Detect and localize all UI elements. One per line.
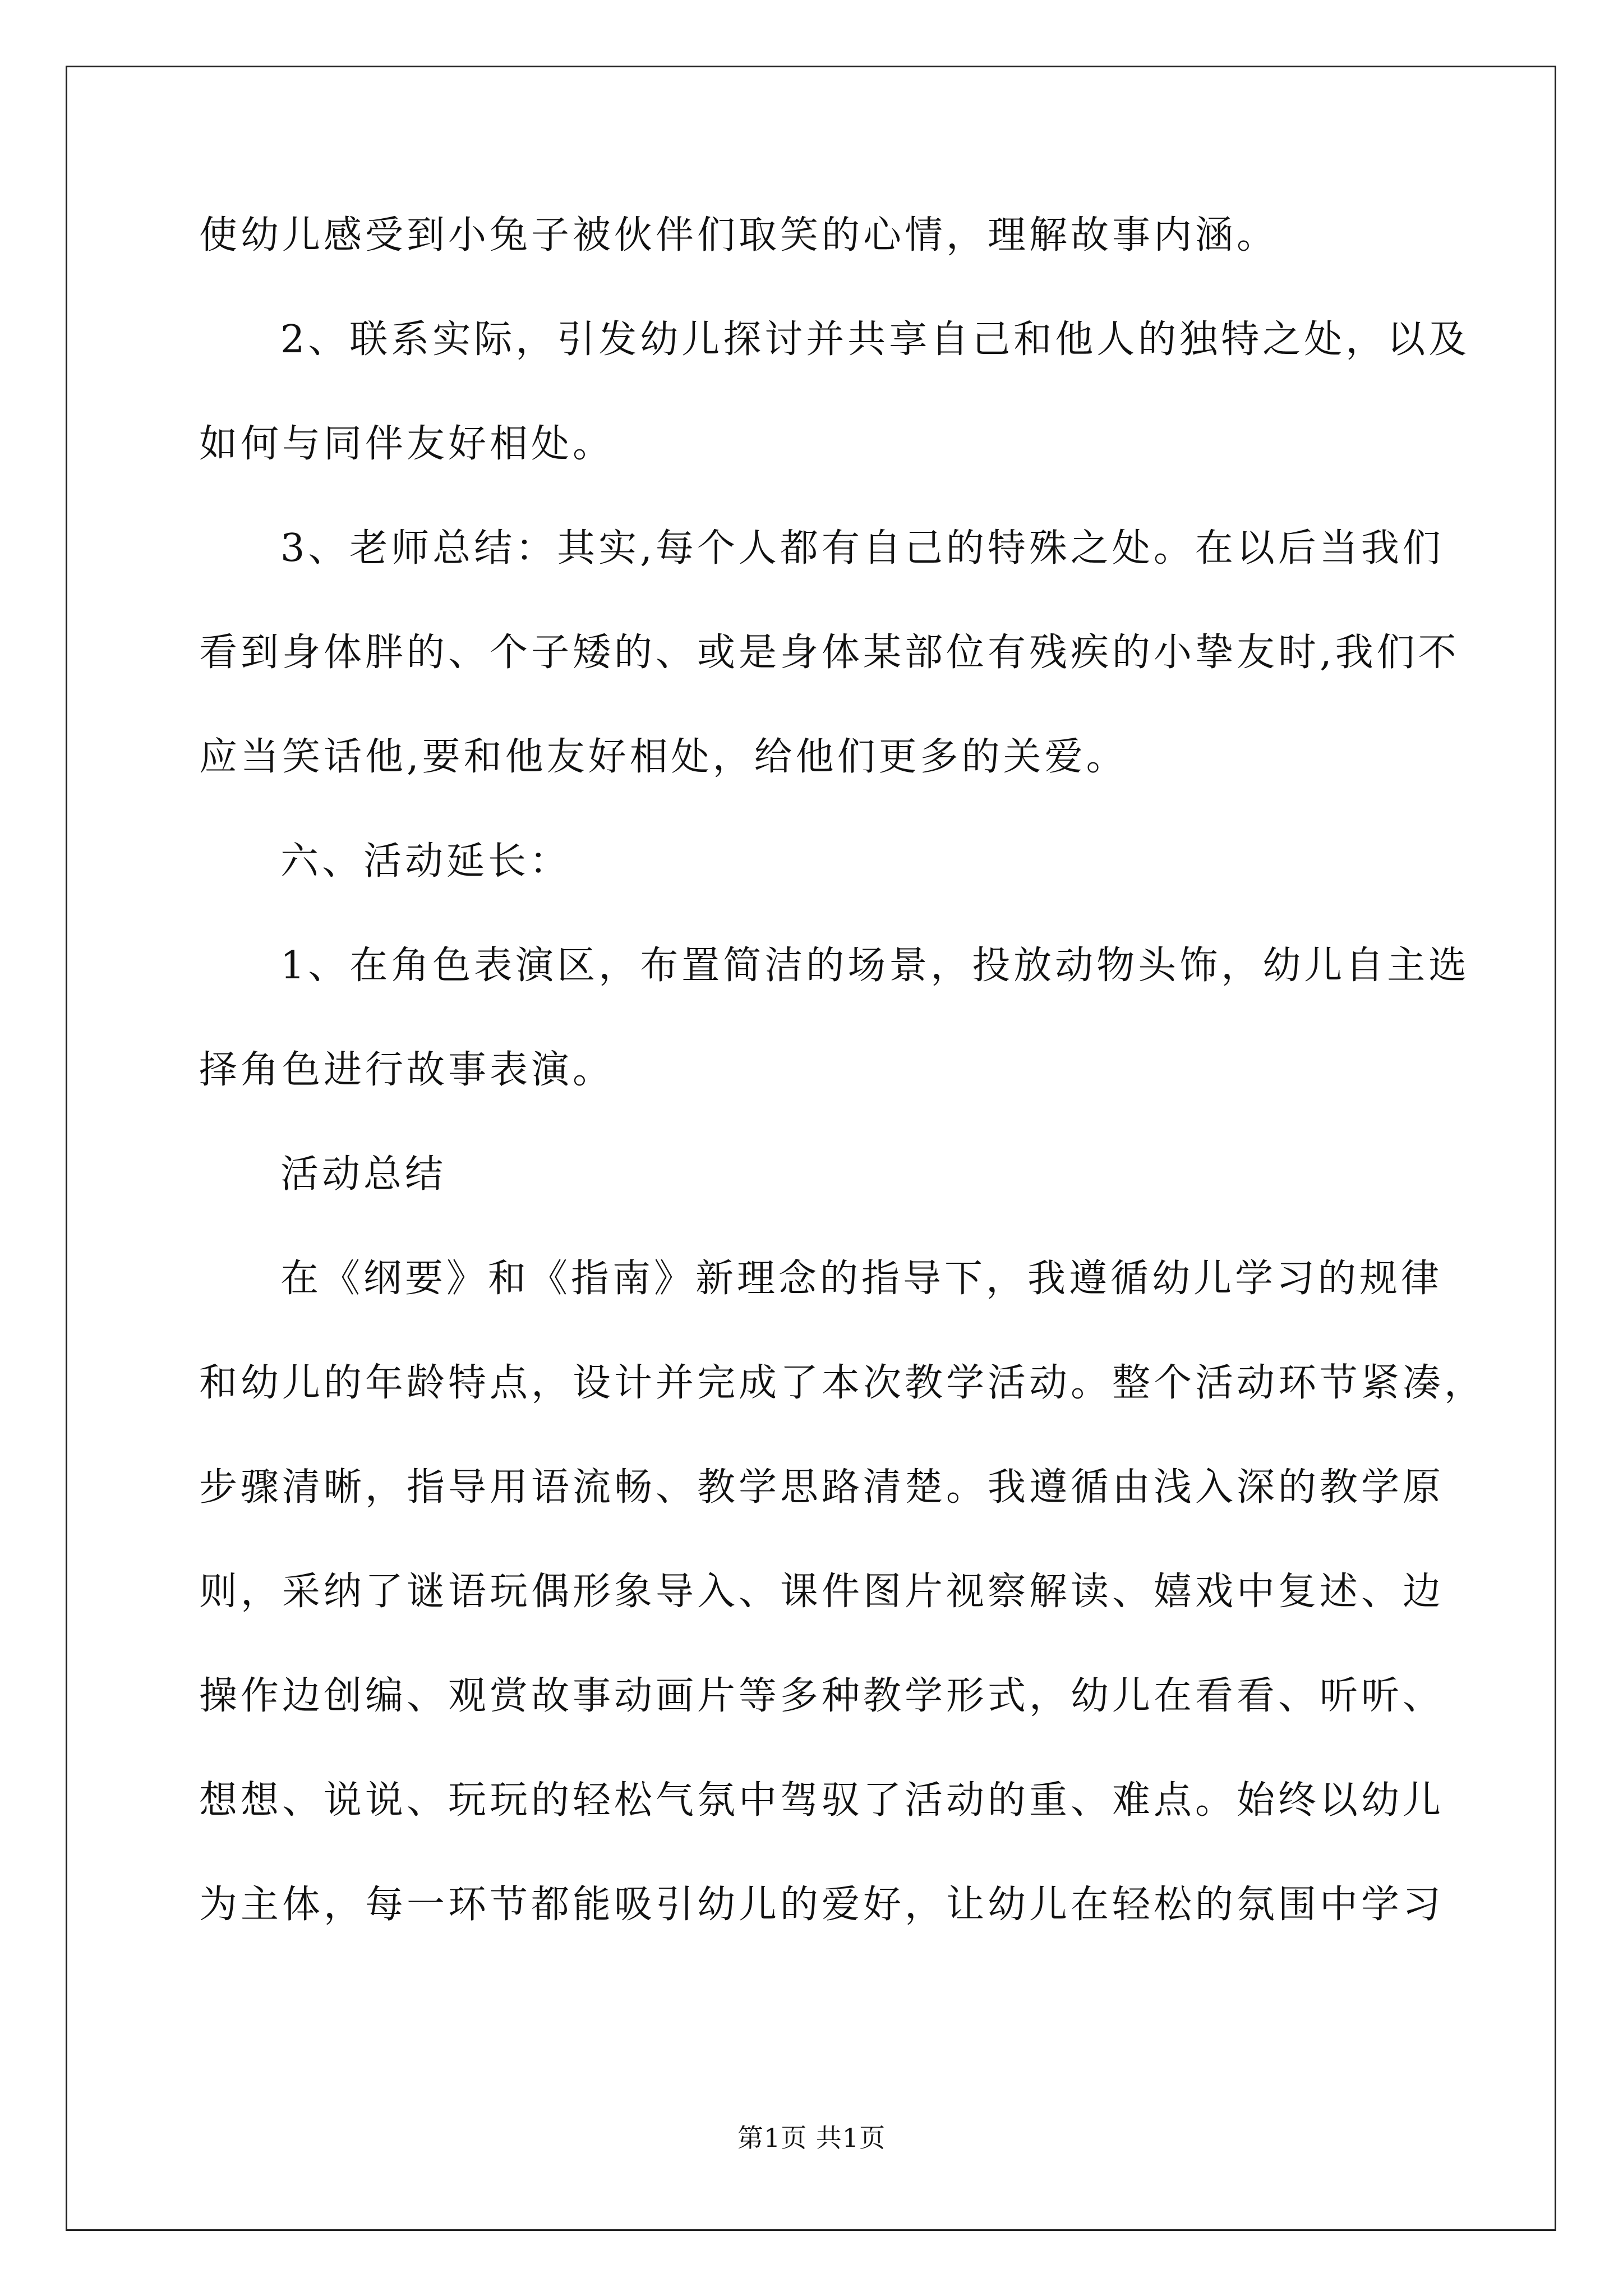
text-line: 2、联系实际，引发幼儿探讨并共享自己和他人的独特之处，以及 (280, 318, 1470, 362)
section-heading: 六、活动延长： (280, 839, 571, 884)
text-line: 3、老师总结：其实,每个人都有自己的特殊之处。在以后当我们 (280, 526, 1444, 570)
text-line: 为主体，每一环节都能吸引幼儿的爱好，让幼儿在轻松的氛围中学习 (199, 1883, 1445, 1927)
text-line: 步骤清晰，指导用语流畅、教学思路清楚。我遵循由浅入深的教学原 (199, 1465, 1445, 1510)
text-line: 想想、说说、玩玩的轻松气氛中驾驭了活动的重、难点。始终以幼儿 (199, 1778, 1445, 1823)
text-line: 择角色进行故事表演。 (199, 1048, 615, 1092)
text-line: 操作边创编、观赏故事动画片等多种教学形式，幼儿在看看、听听、 (199, 1674, 1445, 1718)
section-heading: 活动总结 (280, 1152, 447, 1197)
text-line: 如何与同伴友好相处。 (199, 422, 615, 466)
text-line: 和幼儿的年龄特点，设计并完成了本次教学活动。整个活动环节紧凑， (199, 1361, 1486, 1405)
text-line: 1、在角色表演区，布置简洁的场景，投放动物头饰，幼儿自主选 (280, 944, 1470, 988)
page-footer: 第1页 共1页 (737, 2123, 886, 2153)
text-line: 应当笑话他,要和他友好相处，给他们更多的关爱。 (199, 735, 1128, 779)
text-line: 看到身体胖的、个子矮的、或是身体某部位有残疾的小挚友时,我们不 (199, 631, 1460, 675)
text-line: 在《纲要》和《指南》新理念的指导下，我遵循幼儿学习的规律 (280, 1257, 1443, 1301)
text-line: 使幼儿感受到小兔子被伙伴们取笑的心情，理解故事内涵。 (199, 213, 1279, 257)
text-line: 则，采纳了谜语玩偶形象导入、课件图片视察解读、嬉戏中复述、边 (199, 1570, 1445, 1614)
